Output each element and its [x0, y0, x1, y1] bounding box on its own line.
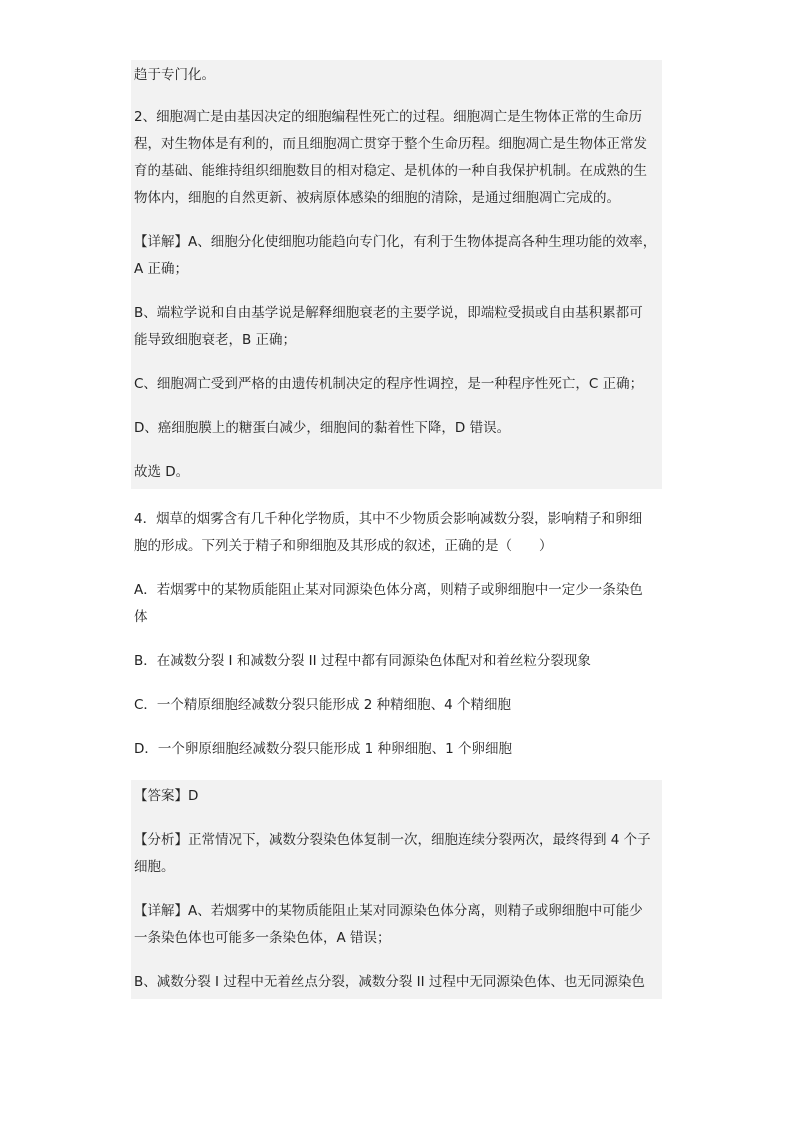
text-line: A 正确； — [134, 261, 189, 277]
detail-a — [131, 229, 662, 283]
text-line: 物体内，细胞的自然更新、被病原体感染的细胞的清除，是通过细胞凋亡完成的。 — [134, 190, 620, 206]
option-b — [131, 648, 662, 675]
text-line: 2、细胞凋亡是由基因决定的细胞编程性死亡的过程。细胞凋亡是生物体正常的生命历 — [134, 109, 643, 125]
text-line: D、癌细胞膜上的糖蛋白减少，细胞间的黏着性下降，D 错误。 — [134, 420, 511, 436]
text-line: 能导致细胞衰老，B 正确； — [134, 332, 297, 348]
paragraph-apoptosis — [131, 104, 662, 212]
text-line: 程，对生物体是有利的，而且细胞凋亡贯穿于整个生命历程。细胞凋亡是生物体正常发 — [134, 136, 647, 152]
detail-q4-a — [131, 898, 662, 952]
text-line: B、端粒学说和自由基学说是解释细胞衰老的主要学说，即端粒受损或自由基积累都可 — [134, 305, 643, 321]
text-line: A．若烟雾中的某物质能阻止某对同源染色体分离，则精子或卵细胞中一定少一条染色 — [134, 582, 643, 598]
option-a — [131, 577, 662, 631]
text-line: D．一个卵原细胞经减数分裂只能形成 1 种卵细胞、1 个卵细胞 — [134, 741, 512, 757]
text-line: 趋于专门化。 — [134, 67, 215, 83]
answer — [131, 780, 662, 810]
text-line: 体 — [134, 609, 148, 625]
choice-conclusion — [131, 459, 662, 489]
detail-q4-b — [131, 969, 662, 999]
paragraph-continuation — [131, 60, 662, 92]
document-page — [131, 60, 662, 999]
text-line: B、减数分裂 I 过程中无着丝点分裂，减数分裂 II 过程中无同源染色体、也无同源染色 — [134, 974, 645, 990]
text-line: 育的基础、能维持组织细胞数目的相对稳定、是机体的一种自我保护机制。在成熟的生 — [134, 163, 647, 179]
option-c — [131, 692, 662, 719]
detail-b — [131, 300, 662, 354]
text-line: 故选 D。 — [134, 464, 190, 480]
text-line: 4．烟草的烟雾含有几千种化学物质，其中不少物质会影响减数分裂，影响精子和卵细 — [134, 511, 643, 527]
analysis — [131, 827, 662, 881]
text-line: C．一个精原细胞经减数分裂只能形成 2 种精细胞、4 个精细胞 — [134, 697, 511, 713]
text-line: 【详解】A、若烟雾中的某物质能阻止某对同源染色体分离，则精子或卵细胞中可能少 — [134, 903, 643, 919]
text-line: 【答案】D — [134, 788, 199, 804]
text-line: 胞的形成。下列关于精子和卵细胞及其形成的叙述，正确的是（ ） — [134, 538, 553, 554]
text-line: 一条染色体也可能多一条染色体，A 错误； — [134, 930, 391, 946]
text-line: 细胞。 — [134, 859, 175, 875]
detail-c — [131, 371, 662, 398]
text-line: 【详解】A、细胞分化使细胞功能趋向专门化，有利于生物体提高各种生理功能的效率， — [134, 234, 657, 250]
detail-d — [131, 415, 662, 442]
text-line: B．在减数分裂 I 和减数分裂 II 过程中都有同源染色体配对和着丝粒分裂现象 — [134, 653, 591, 669]
option-d — [131, 736, 662, 763]
text-line: C、细胞凋亡受到严格的由遗传机制决定的程序性调控，是一种程序性死亡，C 正确； — [134, 376, 644, 392]
text-line: 【分析】正常情况下，减数分裂染色体复制一次，细胞连续分裂两次，最终得到 4 个子 — [134, 832, 651, 848]
question-4 — [131, 506, 662, 560]
